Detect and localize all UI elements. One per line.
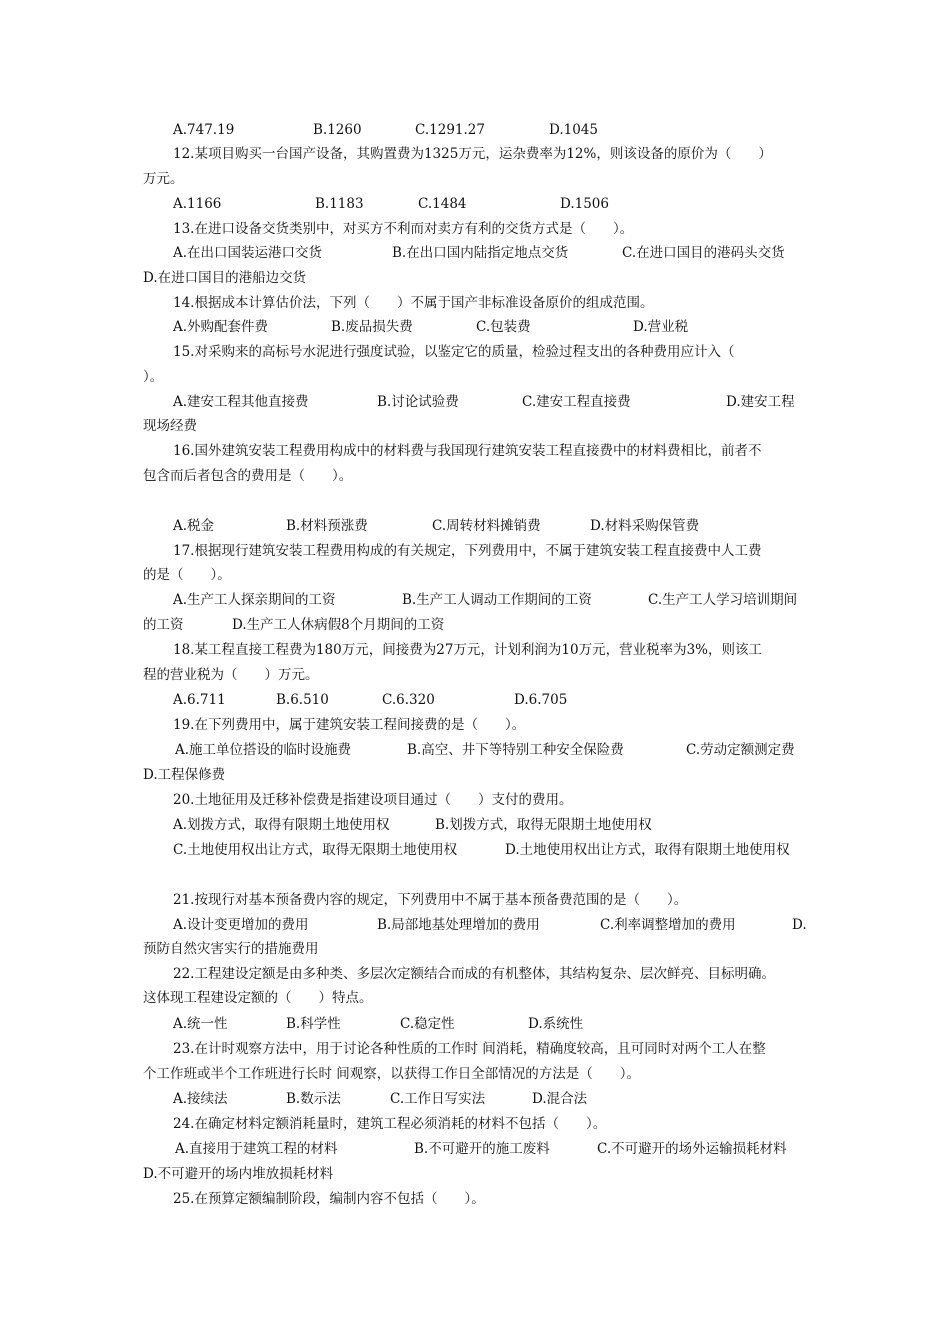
answer-option: B.不可避开的施工废料 (414, 1141, 550, 1157)
answer-option: C.劳动定额测定费 (686, 742, 795, 758)
answer-option: C.在进口国目的港码头交货 (622, 245, 785, 261)
text-line: D.不可避开的场内堆放损耗材料 (143, 1166, 334, 1182)
answer-option: B.生产工人调动工作期间的工资 (402, 592, 592, 608)
text-line: 24.在确定材料定额消耗量时，建筑工程必须消耗的材料不包括（ ）。 (173, 1116, 607, 1132)
answer-option: D.1045 (549, 122, 598, 138)
answer-option: A.直接用于建筑工程的材料 (175, 1141, 338, 1157)
text-line: D.在进口国目的港船边交货 (143, 270, 307, 286)
answer-option: A.生产工人探亲期间的工资 (173, 592, 336, 608)
answer-option: C.土地使用权出让方式，取得无限期土地使用权 (173, 842, 458, 858)
answer-option: D.6.705 (514, 692, 568, 708)
answer-option: C.1291.27 (415, 122, 485, 138)
answer-option: C.6.320 (382, 692, 435, 708)
answer-option: C.包装费 (476, 319, 531, 335)
answer-option: B.划拨方式，取得无限期土地使用权 (435, 817, 652, 833)
answer-option: C.周转材料摊销费 (432, 518, 541, 534)
answer-option: D.土地使用权出让方式，取得有限期土地使用权 (505, 842, 790, 858)
text-line: 18.某工程直接工程费为180万元，间接费为27万元，计划利润为10万元，营业税率为3%，则该工 (173, 642, 763, 658)
answer-option: D.生产工人休病假8个月期间的工资 (232, 617, 445, 633)
text-line: 预防自然灾害实行的措施费用 (143, 941, 319, 957)
answer-option: D.材料采购保管费 (590, 518, 700, 534)
answer-option: C.生产工人学习培训期间 (648, 592, 798, 608)
answer-option: B.高空、井下等特别工种安全保险费 (407, 742, 624, 758)
answer-option: B.废品损失费 (331, 319, 413, 335)
answer-option: D.营业税 (633, 319, 689, 335)
text-line: 16.国外建筑安装工程费用构成中的材料费与我国现行建筑安装工程直接费中的材料费相比，前者不 (173, 443, 762, 459)
answer-option: C.利率调整增加的费用 (600, 917, 736, 933)
answer-option: A.在出口国装运港口交货 (173, 245, 323, 261)
answer-option: D.混合法 (532, 1091, 588, 1107)
answer-option: B.1260 (313, 122, 362, 138)
answer-option: A.统一性 (173, 1016, 228, 1032)
answer-option: D.建安工程 (726, 394, 795, 410)
answer-option: D.1506 (560, 196, 609, 212)
text-line: 22.工程建设定额是由多种类、多层次定额结合而成的有机整体，其结构复杂、层次鲜亮、目标明确。 (173, 966, 775, 982)
answer-option: C.稳定性 (400, 1016, 455, 1032)
answer-option: B.讨论试验费 (377, 394, 459, 410)
text-line: 14.根据成本计算估价法，下列（ ）不属于国产非标准设备原价的组成范围。 (173, 295, 654, 311)
text-line: 程的营业税为（ ）万元。 (143, 667, 319, 683)
answer-option: C.不可避开的场外运输损耗材料 (597, 1141, 787, 1157)
text-line: 20.土地征用及迁移补偿费是指建设项目通过（ ）支付的费用。 (173, 792, 573, 808)
answer-option: A.税金 (173, 518, 215, 534)
answer-option: A.建安工程其他直接费 (173, 394, 309, 410)
answer-option: C.建安工程直接费 (522, 394, 631, 410)
answer-option: D.系统性 (528, 1016, 584, 1032)
text-line: 万元。 (143, 171, 184, 187)
answer-option: A.6.711 (173, 692, 226, 708)
text-line: 12.某项目购买一台国产设备，其购置费为1325万元，运杂费率为12%，则该设备的原价为（ ） (173, 146, 772, 162)
text-line: 现场经费 (143, 418, 197, 434)
text-line: 19.在下列费用中，属于建筑安装工程间接费的是（ ）。 (173, 717, 526, 733)
answer-option: B.在出口国内陆指定地点交货 (392, 245, 569, 261)
answer-option: C.工作日写实法 (390, 1091, 486, 1107)
answer-option: D. (792, 917, 807, 933)
text-line: D.工程保修费 (143, 767, 226, 783)
answer-option: 的工资 (143, 617, 184, 633)
answer-option: A.接续法 (173, 1091, 228, 1107)
answer-option: A.设计变更增加的费用 (173, 917, 309, 933)
text-line: 15.对采购来的高标号水泥进行强度试验，以鉴定它的质量，检验过程支出的各种费用应计入（ (173, 344, 735, 360)
text-line: 个工作班或半个工作班进行长时 间观察，以获得工作日全部情况的方法是（ ）。 (143, 1066, 641, 1082)
answer-option: A.1166 (173, 196, 222, 212)
text-line: 13.在进口设备交货类别中，对买方不利而对卖方有利的交货方式是（ ）。 (173, 221, 634, 237)
text-line: 21.按现行对基本预备费内容的规定，下列费用中不属于基本预备费范围的是（ ）。 (173, 892, 688, 908)
answer-option: A.外购配套件费 (173, 319, 269, 335)
text-line: 23.在计时观察方法中，用于讨论各种性质的工作时 间消耗，精确度较高，且可同时对两个工人在整 (173, 1041, 766, 1057)
answer-option: A.747.19 (173, 122, 235, 138)
answer-option: B.数示法 (286, 1091, 341, 1107)
text-line: ）。 (143, 369, 164, 385)
answer-option: B.1183 (315, 196, 364, 212)
answer-option: A.施工单位搭设的临时设施费 (175, 742, 352, 758)
answer-option: C.1484 (418, 196, 467, 212)
text-line: 这体现工程建设定额的（ ）特点。 (143, 990, 373, 1006)
text-line: 的是（ ）。 (143, 567, 231, 583)
text-line: 包含而后者包含的费用是（ ）。 (143, 468, 353, 484)
answer-option: B.局部地基处理增加的费用 (377, 917, 540, 933)
answer-option: B.材料预涨费 (286, 518, 368, 534)
answer-option: B.6.510 (276, 692, 329, 708)
text-line: 25.在预算定额编制阶段，编制内容不包括（ ）。 (173, 1191, 485, 1207)
text-line: 17.根据现行建筑安装工程费用构成的有关规定，下列费用中，不属于建筑安装工程直接费中人工费 (173, 543, 762, 559)
answer-option: B.科学性 (286, 1016, 341, 1032)
answer-option: A.划拨方式，取得有限期土地使用权 (173, 817, 390, 833)
